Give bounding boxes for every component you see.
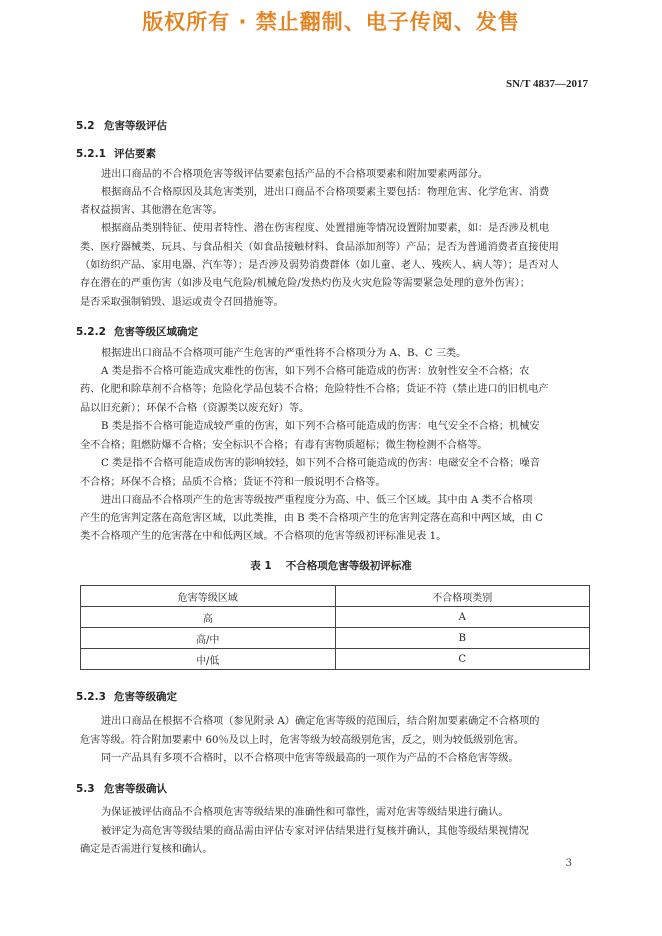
paragraph-line: 全不合格；阻燃防爆不合格；安全标识不合格；有毒有害物质超标；微生物检测不合格等。 [80,440,488,451]
paragraph-line: 不合格；环保不合格；品质不合格；货证不符和一般说明不合格等。 [80,477,386,488]
paragraph-line: 根据商品不合格原因及其危害类别，进出口商品不合格项要素主要包括：物理危害、化学危害、消费 [101,187,550,198]
section-title: 危害等级区域确定 [114,326,198,338]
standard-code: SN/T 4837—2017 [505,78,588,90]
table-header-cell: 不合格项类别 [335,586,590,607]
paragraph-line: 根据进出口商品不合格项可能产生危害的严重性将不合格项分为 A、B、C 三类。 [101,348,467,359]
paragraph-line: 为保证被评估商品不合格项危害等级结果的准确性和可靠性，需对危害等级结果进行确认。 [101,807,509,818]
paragraph-line: 进出口商品不合格项产生的危害等级按严重程度分为高、中、低三个区域。其中由 A 类不合格项 [101,495,533,506]
paragraph-line: 品以旧充新）；环保不合格（资源类以废充好）等。 [80,403,310,414]
paragraph-line: A 类是指不合格可能造成灾难性的伤害，如下列不合格可能造成的伤害：放射性安全不合格；农 [101,366,530,377]
paragraph-line: 危害等级。符合附加要素中 60％及以上时，危害等级为较高级别危害，反之，则为较低级别危害。 [80,735,525,746]
section-number: 5.3 [76,783,95,795]
table-cell: B [335,628,590,649]
table-cell: 中/低 [81,649,336,670]
section-5-3-heading [76,781,167,796]
section-number: 5.2 [76,120,95,132]
section-5-2-heading [76,118,167,133]
table-caption-number: 表 1 [250,560,272,572]
section-5-2-2-heading [76,324,198,339]
section-number: 5.2.2 [76,326,106,338]
table-cell: A [335,607,590,628]
paragraph-line: 根据商品类别特征、使用者特性、潜在伤害程度、处置措施等情况设置附加要素，如：是否涉及机电 [101,223,550,234]
page-number: 3 [565,858,572,869]
table-header-row [81,586,590,607]
paragraph-line: 药、化肥和除草剂不合格等；危险化学品包装不合格；危险特性不合格；货证不符（禁止进口的旧机电产 [80,384,549,395]
table-caption [0,558,662,573]
paragraph-line: 者权益损害、其他潜在危害等。 [80,205,223,216]
paragraph-line: （如纺织产品、家用电器、汽车等）；是否涉及弱势消费群体（如儿童、老人、残疾人、病人等）；是否对人 [80,260,559,271]
paragraph-line: 类、医疗器械类、玩具、与食品相关（如食品接触材料、食品添加剂等）产品；是否为普通消费者直接使用 [80,242,559,253]
paragraph-line: 同一产品具有多项不合格时，以不合格项中危害等级最高的一项作为产品的不合格危害等级。 [101,753,519,764]
section-title: 评估要素 [114,148,156,160]
section-title: 危害等级确认 [104,783,167,795]
paragraph-line: 存在潜在的严重伤害（如涉及电气危险/机械危险/发热灼伤及火灾危险等需要紧急处理的意外伤害）； [80,278,531,289]
paragraph-line: 确定是否需进行复核和确认。 [80,844,213,855]
paragraph-line: 类不合格项产生的危害落在中和低两区域。不合格项的危害等级初评标准见表 1。 [80,531,447,542]
paragraph-line: B 类是指不合格可能造成较严重的伤害，如下列不合格可能造成的伤害：电气安全不合格；机械安 [101,421,540,432]
section-number: 5.2.3 [76,691,106,703]
table-cell: 高 [81,607,336,628]
table-row [81,649,590,670]
copyright-watermark: 版权所有 · 禁止翻制、电子传阅、发售 [142,10,520,34]
table-header-cell: 危害等级区域 [81,586,336,607]
paragraph-line: 被评定为高危害等级结果的商品需由评估专家对评估结果进行复核并确认，其他等级结果视情况 [101,826,529,837]
paragraph-line: C 类是指不合格可能造成伤害的影响较轻，如下列不合格可能造成的伤害：电磁安全不合格；噪音 [101,458,540,469]
section-title: 危害等级确定 [114,691,177,703]
table-row [81,628,590,649]
paragraph-line: 产生的危害判定落在高危害区域，以此类推，由 B 类不合格项产生的危害判定落在高和中两区域，由 C [80,513,544,524]
table-row [81,607,590,628]
section-title: 危害等级评估 [104,120,167,132]
paragraph-line: 是否采取强制销毁、退运或责令召回措施等。 [80,297,284,308]
paragraph-line: 进出口商品的不合格项危害等级评估要素包括产品的不合格项要素和附加要素两部分。 [101,169,489,180]
table-caption-title: 不合格项危害等级初评标准 [285,560,412,572]
table-cell: C [335,649,590,670]
section-5-2-1-heading [76,146,156,161]
section-number: 5.2.1 [76,148,106,160]
hazard-level-table [80,585,590,670]
table-cell: 高/中 [81,628,336,649]
section-5-2-3-heading [76,689,177,704]
paragraph-line: 进出口商品在根据不合格项（参见附录 A）确定危害等级的范围后，结合附加要素确定不合格项的 [101,716,540,727]
